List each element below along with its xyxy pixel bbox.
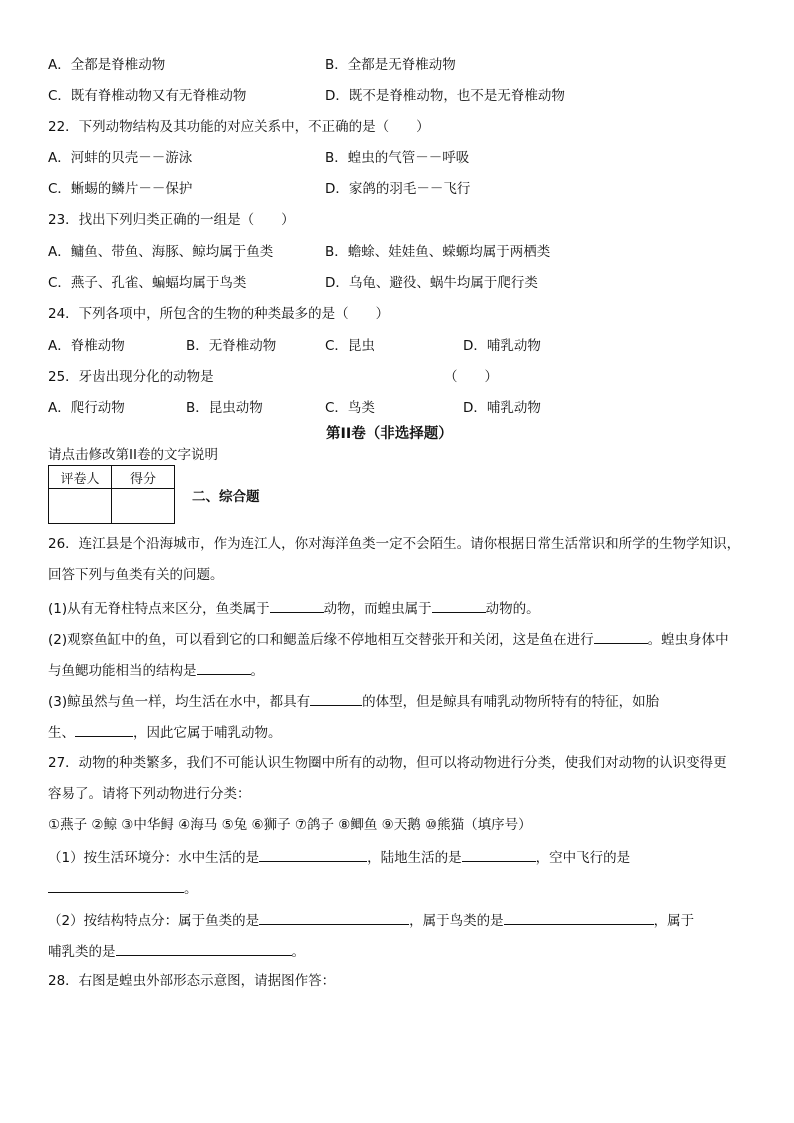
q27-sub1-text-a: （1）按生活环境分：水中生活的是 bbox=[48, 850, 260, 866]
q24-option-d: D．哺乳动物 bbox=[463, 338, 541, 354]
q25-option-d: D．哺乳动物 bbox=[463, 400, 541, 416]
q27-sub2-line2 bbox=[48, 941, 305, 961]
q27-stem-line2: 容易了。请将下列动物进行分类： bbox=[48, 786, 251, 802]
q23-option-b: B．蟾蜍、娃娃鱼、蝾螈均属于两栖类 bbox=[325, 244, 551, 260]
q27-sub1-text-b: ，陆地生活的是 bbox=[367, 850, 462, 866]
q26-part1-text-c: 动物的。 bbox=[485, 601, 540, 617]
q22-option-c: C．蜥蜴的鳞片－－保护 bbox=[48, 181, 193, 197]
q27-sub2-text-c: ，属于 bbox=[653, 913, 695, 929]
q26-blank-4[interactable] bbox=[197, 660, 251, 675]
q27-blank-water[interactable] bbox=[259, 847, 367, 862]
score-table bbox=[48, 465, 175, 524]
q22-stem: 22．下列动物结构及其功能的对应关系中，不正确的是（ ） bbox=[48, 119, 430, 135]
q26-part2-text-c: 与鱼鳃功能相当的结构是 bbox=[48, 663, 197, 679]
q21-option-a: A．全都是脊椎动物 bbox=[48, 57, 166, 73]
q26-part1 bbox=[48, 598, 540, 618]
q26-stem-line2: 回答下列与鱼类有关的问题。 bbox=[48, 567, 224, 583]
q27-sub2-text-d: 哺乳类的是 bbox=[48, 944, 116, 960]
q26-part1-text-b: 动物，而蝗虫属于 bbox=[323, 601, 432, 617]
q26-part3-line1 bbox=[48, 691, 659, 711]
q27-sub1-text-c: ，空中飞行的是 bbox=[535, 850, 631, 866]
q26-part1-text-a: (1)从有无脊柱特点来区分，鱼类属于 bbox=[48, 601, 270, 617]
part2-title: 第II卷（非选择题） bbox=[326, 426, 453, 442]
q24-stem: 24．下列各项中，所包含的生物的种类最多的是（ ） bbox=[48, 306, 390, 322]
q27-sub2-line1 bbox=[48, 910, 694, 930]
q27-blank-land[interactable] bbox=[462, 847, 536, 862]
q21-option-d: D．既不是脊椎动物，也不是无脊椎动物 bbox=[325, 88, 565, 104]
q26-part2-line2 bbox=[48, 660, 264, 680]
q23-option-a: A．鳙鱼、带鱼、海豚、鲸均属于鱼类 bbox=[48, 244, 274, 260]
q26-blank-2[interactable] bbox=[432, 598, 486, 613]
part2-note[interactable]: 请点击修改第II卷的文字说明 bbox=[48, 447, 218, 463]
q27-sub2-text-e: 。 bbox=[291, 944, 305, 960]
q25-answer-paren: （ ） bbox=[444, 369, 498, 385]
q27-blank-birds[interactable] bbox=[504, 910, 654, 925]
score-table-grader-header: 评卷人 bbox=[49, 466, 112, 489]
q26-part3-text-b: 的体型，但是鲸具有哺乳动物所特有的特征，如胎 bbox=[362, 694, 660, 710]
q22-option-d: D．家鸽的羽毛－－飞行 bbox=[325, 181, 471, 197]
q27-blank-air[interactable] bbox=[48, 878, 184, 893]
q26-part2-line1 bbox=[48, 629, 729, 649]
q27-sub2-text-b: ，属于鸟类的是 bbox=[409, 913, 504, 929]
q26-part2-text-a: (2)观察鱼缸中的鱼，可以看到它的口和鳃盖后缘不停地相互交替张开和关闭，这是鱼在进行 bbox=[48, 632, 594, 648]
score-table-grader-cell[interactable] bbox=[49, 489, 112, 524]
q27-stem-line1: 27．动物的种类繁多，我们不可能认识生物圈中所有的动物，但可以将动物进行分类，使我们对动物的认识变得更 bbox=[48, 755, 727, 771]
q26-blank-5[interactable] bbox=[310, 691, 362, 706]
q26-part2-text-b: 。蝗虫身体中 bbox=[647, 632, 729, 648]
q28-stem: 28．右图是蝗虫外部形态示意图，请据图作答： bbox=[48, 973, 336, 989]
q24-option-c: C．昆虫 bbox=[325, 338, 375, 354]
q26-part3-text-d: ，因此它属于哺乳动物。 bbox=[133, 725, 282, 741]
q26-stem-line1: 26．连江县是个沿海城市，作为连江人，你对海洋鱼类一定不会陌生。请你根据日常生活常识和所学的生物学知识， bbox=[48, 536, 741, 552]
q27-sub1-text-d: 。 bbox=[184, 881, 198, 897]
q27-sub1-line2 bbox=[48, 878, 198, 898]
q23-option-d: D．乌龟、避役、蜗牛均属于爬行类 bbox=[325, 275, 538, 291]
q27-blank-fish[interactable] bbox=[259, 910, 409, 925]
section-heading: 二、综合题 bbox=[192, 489, 260, 505]
q22-option-b: B．蝗虫的气管－－呼吸 bbox=[325, 150, 470, 166]
score-table-score-header: 得分 bbox=[112, 466, 175, 489]
q25-stem: 25．牙齿出现分化的动物是 bbox=[48, 369, 214, 385]
q26-blank-1[interactable] bbox=[270, 598, 324, 613]
q26-part2-text-d: 。 bbox=[250, 663, 264, 679]
q26-blank-3[interactable] bbox=[594, 629, 648, 644]
q27-sub2-text-a: （2）按结构特点分：属于鱼类的是 bbox=[48, 913, 260, 929]
q26-blank-6[interactable] bbox=[75, 722, 133, 737]
q26-part3-text-a: (3)鲸虽然与鱼一样，均生活在水中，都具有 bbox=[48, 694, 311, 710]
score-table-score-cell[interactable] bbox=[112, 489, 175, 524]
q23-option-c: C．燕子、孔雀、蝙蝠均属于鸟类 bbox=[48, 275, 247, 291]
q21-option-c: C．既有脊椎动物又有无脊椎动物 bbox=[48, 88, 247, 104]
q22-option-a: A．河蚌的贝壳－－游泳 bbox=[48, 150, 193, 166]
q26-part3-text-c: 生、 bbox=[48, 725, 75, 741]
q24-option-a: A．脊椎动物 bbox=[48, 338, 125, 354]
q27-blank-mammals[interactable] bbox=[116, 941, 292, 956]
q21-option-b: B．全都是无脊椎动物 bbox=[325, 57, 456, 73]
q25-option-b: B．昆虫动物 bbox=[186, 400, 263, 416]
q23-stem: 23．找出下列归类正确的一组是（ ） bbox=[48, 212, 295, 228]
q27-animal-list: ①燕子 ②鲸 ③中华鲟 ④海马 ⑤兔 ⑥狮子 ⑦鸽子 ⑧鲫鱼 ⑨天鹅 ⑩熊猫（填序号） bbox=[48, 817, 532, 833]
q27-sub1-line1 bbox=[48, 847, 630, 867]
q24-option-b: B．无脊椎动物 bbox=[186, 338, 277, 354]
q25-option-c: C．鸟类 bbox=[325, 400, 375, 416]
q25-option-a: A．爬行动物 bbox=[48, 400, 125, 416]
q26-part3-line2 bbox=[48, 722, 282, 742]
